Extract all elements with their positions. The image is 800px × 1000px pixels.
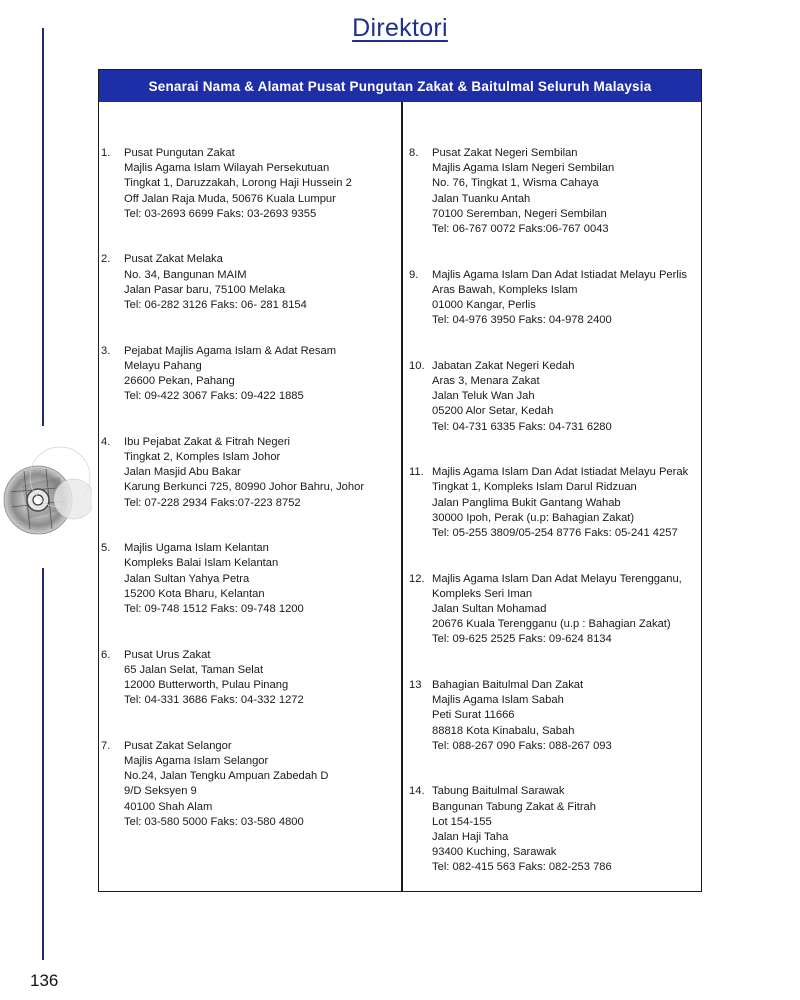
entry-line: Majlis Agama Islam Negeri Sembilan bbox=[432, 162, 615, 175]
entry-line: Majlis Ugama Islam Kelantan bbox=[124, 542, 269, 555]
directory-entry bbox=[101, 252, 396, 313]
entry-line: Tel: 04-731 6335 Faks: 04-731 6280 bbox=[432, 420, 612, 433]
entry-line: 01000 Kangar, Perlis bbox=[432, 299, 536, 312]
directory-entry bbox=[409, 465, 699, 541]
entry-line: Jalan Sultan Yahya Petra bbox=[124, 572, 250, 585]
entry-line: Tel: 09-748 1512 Faks: 09-748 1200 bbox=[124, 603, 304, 616]
directory-entry bbox=[409, 572, 699, 648]
entry-line: Jalan Panglima Bukit Gantang Wahab bbox=[432, 496, 621, 509]
entry-line: Tel: 082-415 563 Faks: 082-253 786 bbox=[432, 861, 612, 874]
page-title: Direktori bbox=[352, 14, 448, 42]
entry-number: 11. bbox=[409, 466, 424, 479]
directory-left-column bbox=[101, 146, 396, 860]
directory-entry bbox=[409, 359, 699, 435]
entry-number: 10. bbox=[409, 359, 425, 372]
entry-line: Kompleks Balai Islam Kelantan bbox=[124, 557, 279, 570]
entry-line: Majlis Agama Islam Dan Adat Istiadat Melayu Perak bbox=[432, 466, 689, 479]
entry-number: 6. bbox=[101, 648, 111, 661]
entry-number: 1. bbox=[101, 147, 111, 159]
directory-entry bbox=[409, 678, 699, 754]
directory-box bbox=[98, 69, 702, 892]
entry-line: Majlis Agama Islam Sabah bbox=[432, 694, 564, 707]
entry-line: Off Jalan Raja Muda, 50676 Kuala Lumpur bbox=[124, 192, 336, 205]
entry-line: No.24, Jalan Tengku Ampuan Zabedah D bbox=[124, 770, 329, 783]
directory-entry bbox=[101, 146, 396, 222]
cd-disc-graphic bbox=[2, 437, 92, 555]
entry-number: 4. bbox=[101, 435, 111, 448]
entry-line: Pusat Zakat Negeri Sembilan bbox=[432, 147, 578, 159]
directory-entry bbox=[101, 648, 396, 709]
directory-entry bbox=[101, 344, 396, 405]
entry-number: 8. bbox=[409, 147, 419, 159]
entry-line: Tel: 03-580 5000 Faks: 03-580 4800 bbox=[124, 815, 304, 828]
entry-line: Pejabat Majlis Agama Islam & Adat Resam bbox=[124, 344, 337, 357]
entry-line: 20676 Kuala Terengganu (u.p : Bahagian Zakat) bbox=[432, 618, 671, 631]
entry-line: Pusat Pungutan Zakat bbox=[124, 147, 235, 159]
entry-line: Pusat Zakat Melaka bbox=[124, 253, 223, 266]
entry-line: Tingkat 1, Kompleks Islam Darul Ridzuan bbox=[432, 481, 637, 494]
entry-line: Bangunan Tabung Zakat & Fitrah bbox=[432, 800, 596, 813]
entry-line: Tel: 06-767 0072 Faks:06-767 0043 bbox=[432, 223, 609, 236]
entry-line: Jalan Tuanku Antah bbox=[432, 192, 531, 205]
directory-entry bbox=[409, 784, 699, 875]
entry-line: 40100 Shah Alam bbox=[124, 800, 213, 813]
entry-number: 13 bbox=[409, 679, 422, 692]
entry-number: 5. bbox=[101, 542, 111, 555]
entry-number: 3. bbox=[101, 344, 111, 357]
entry-number: 7. bbox=[101, 739, 111, 752]
side-rule-top bbox=[42, 28, 44, 426]
entry-line: Jalan Masjid Abu Bakar bbox=[124, 466, 241, 479]
entry-line: 9/D Seksyen 9 bbox=[124, 785, 197, 798]
entry-line: Karung Berkunci 725, 80990 Johor Bahru, Johor bbox=[124, 481, 365, 494]
entry-line: 05200 Alor Setar, Kedah bbox=[432, 405, 554, 418]
column-divider bbox=[401, 102, 403, 891]
entry-line: Ibu Pejabat Zakat & Fitrah Negeri bbox=[124, 435, 291, 448]
entry-line: Jalan Pasar baru, 75100 Melaka bbox=[124, 283, 286, 296]
entry-line: Tel: 03-2693 6699 Faks: 03-2693 9355 bbox=[124, 207, 317, 220]
entry-line: No. 76, Tingkat 1, Wisma Cahaya bbox=[432, 177, 599, 190]
entry-line: Pusat Zakat Selangor bbox=[124, 739, 232, 752]
entry-line: Kompleks Seri Iman bbox=[432, 587, 533, 600]
entry-line: Tingkat 2, Komples Islam Johor bbox=[124, 451, 281, 464]
entry-line: 15200 Kota Bharu, Kelantan bbox=[124, 587, 265, 600]
page-number: 136 bbox=[30, 971, 59, 990]
entry-line: Majlis Agama Islam Dan Adat Melayu Terengganu, bbox=[432, 572, 682, 585]
entry-line: Tingkat 1, Daruzzakah, Lorong Haji Hussein 2 bbox=[124, 177, 352, 190]
entry-line: Bahagian Baitulmal Dan Zakat bbox=[432, 679, 584, 692]
directory-right-column bbox=[409, 146, 699, 906]
entry-line: Tel: 04-976 3950 Faks: 04-978 2400 bbox=[432, 314, 612, 327]
entry-line: 30000 Ipoh, Perak (u.p: Bahagian Zakat) bbox=[432, 511, 635, 524]
entry-line: Tel: 06-282 3126 Faks: 06- 281 8154 bbox=[124, 299, 307, 312]
entry-line: Peti Surat 11666 bbox=[432, 709, 515, 722]
entry-line: 65 Jalan Selat, Taman Selat bbox=[124, 663, 264, 676]
entry-line: Majlis Agama Islam Selangor bbox=[124, 755, 269, 768]
entry-line: Lot 154-155 bbox=[432, 815, 492, 828]
entry-line: Tel: 088-267 090 Faks: 088-267 093 bbox=[432, 739, 612, 752]
entry-line: Aras 3, Menara Zakat bbox=[432, 375, 540, 388]
directory-entry bbox=[101, 739, 396, 830]
entry-line: 70100 Seremban, Negeri Sembilan bbox=[432, 207, 607, 220]
entry-line: Tel: 05-255 3809/05-254 8776 Faks: 05-241 4257 bbox=[432, 527, 678, 540]
entry-line: Tel: 09-422 3067 Faks: 09-422 1885 bbox=[124, 390, 304, 403]
directory-entry bbox=[409, 146, 699, 237]
directory-entry bbox=[101, 435, 396, 511]
entry-number: 9. bbox=[409, 268, 419, 281]
entry-line: 93400 Kuching, Sarawak bbox=[432, 846, 557, 859]
entry-number: 2. bbox=[101, 253, 111, 266]
entry-line: Jabatan Zakat Negeri Kedah bbox=[432, 359, 575, 372]
entry-line: Pusat Urus Zakat bbox=[124, 648, 211, 661]
entry-line: Jalan Teluk Wan Jah bbox=[432, 390, 535, 403]
entry-line: Tel: 04-331 3686 Faks: 04-332 1272 bbox=[124, 694, 304, 707]
entry-line: Tel: 09-625 2525 Faks: 09-624 8134 bbox=[432, 633, 612, 646]
entry-line: Jalan Haji Taha bbox=[432, 831, 509, 844]
entry-line: 26600 Pekan, Pahang bbox=[124, 375, 235, 388]
entry-number: 12. bbox=[409, 572, 425, 585]
entry-line: No. 34, Bangunan MAIM bbox=[124, 268, 247, 281]
entry-line: Melayu Pahang bbox=[124, 359, 202, 372]
entry-line: Jalan Sultan Mohamad bbox=[432, 603, 547, 616]
entry-number: 14. bbox=[409, 785, 425, 798]
entry-line: Aras Bawah, Kompleks Islam bbox=[432, 283, 578, 296]
directory-header: Senarai Nama & Alamat Pusat Pungutan Zakat & Baitulmal Seluruh Malaysia bbox=[99, 70, 701, 102]
directory-entry bbox=[409, 268, 699, 329]
entry-line: Tel: 07-228 2934 Faks:07-223 8752 bbox=[124, 496, 301, 509]
entry-line: 88818 Kota Kinabalu, Sabah bbox=[432, 724, 575, 737]
side-rule-bottom bbox=[42, 568, 44, 960]
directory-entry bbox=[101, 541, 396, 617]
entry-line: Majlis Agama Islam Dan Adat Istiadat Melayu Perlis bbox=[432, 268, 687, 281]
entry-line: Tabung Baitulmal Sarawak bbox=[432, 785, 565, 798]
entry-line: 12000 Butterworth, Pulau Pinang bbox=[124, 679, 289, 692]
entry-line: Majlis Agama Islam Wilayah Persekutuan bbox=[124, 162, 330, 175]
